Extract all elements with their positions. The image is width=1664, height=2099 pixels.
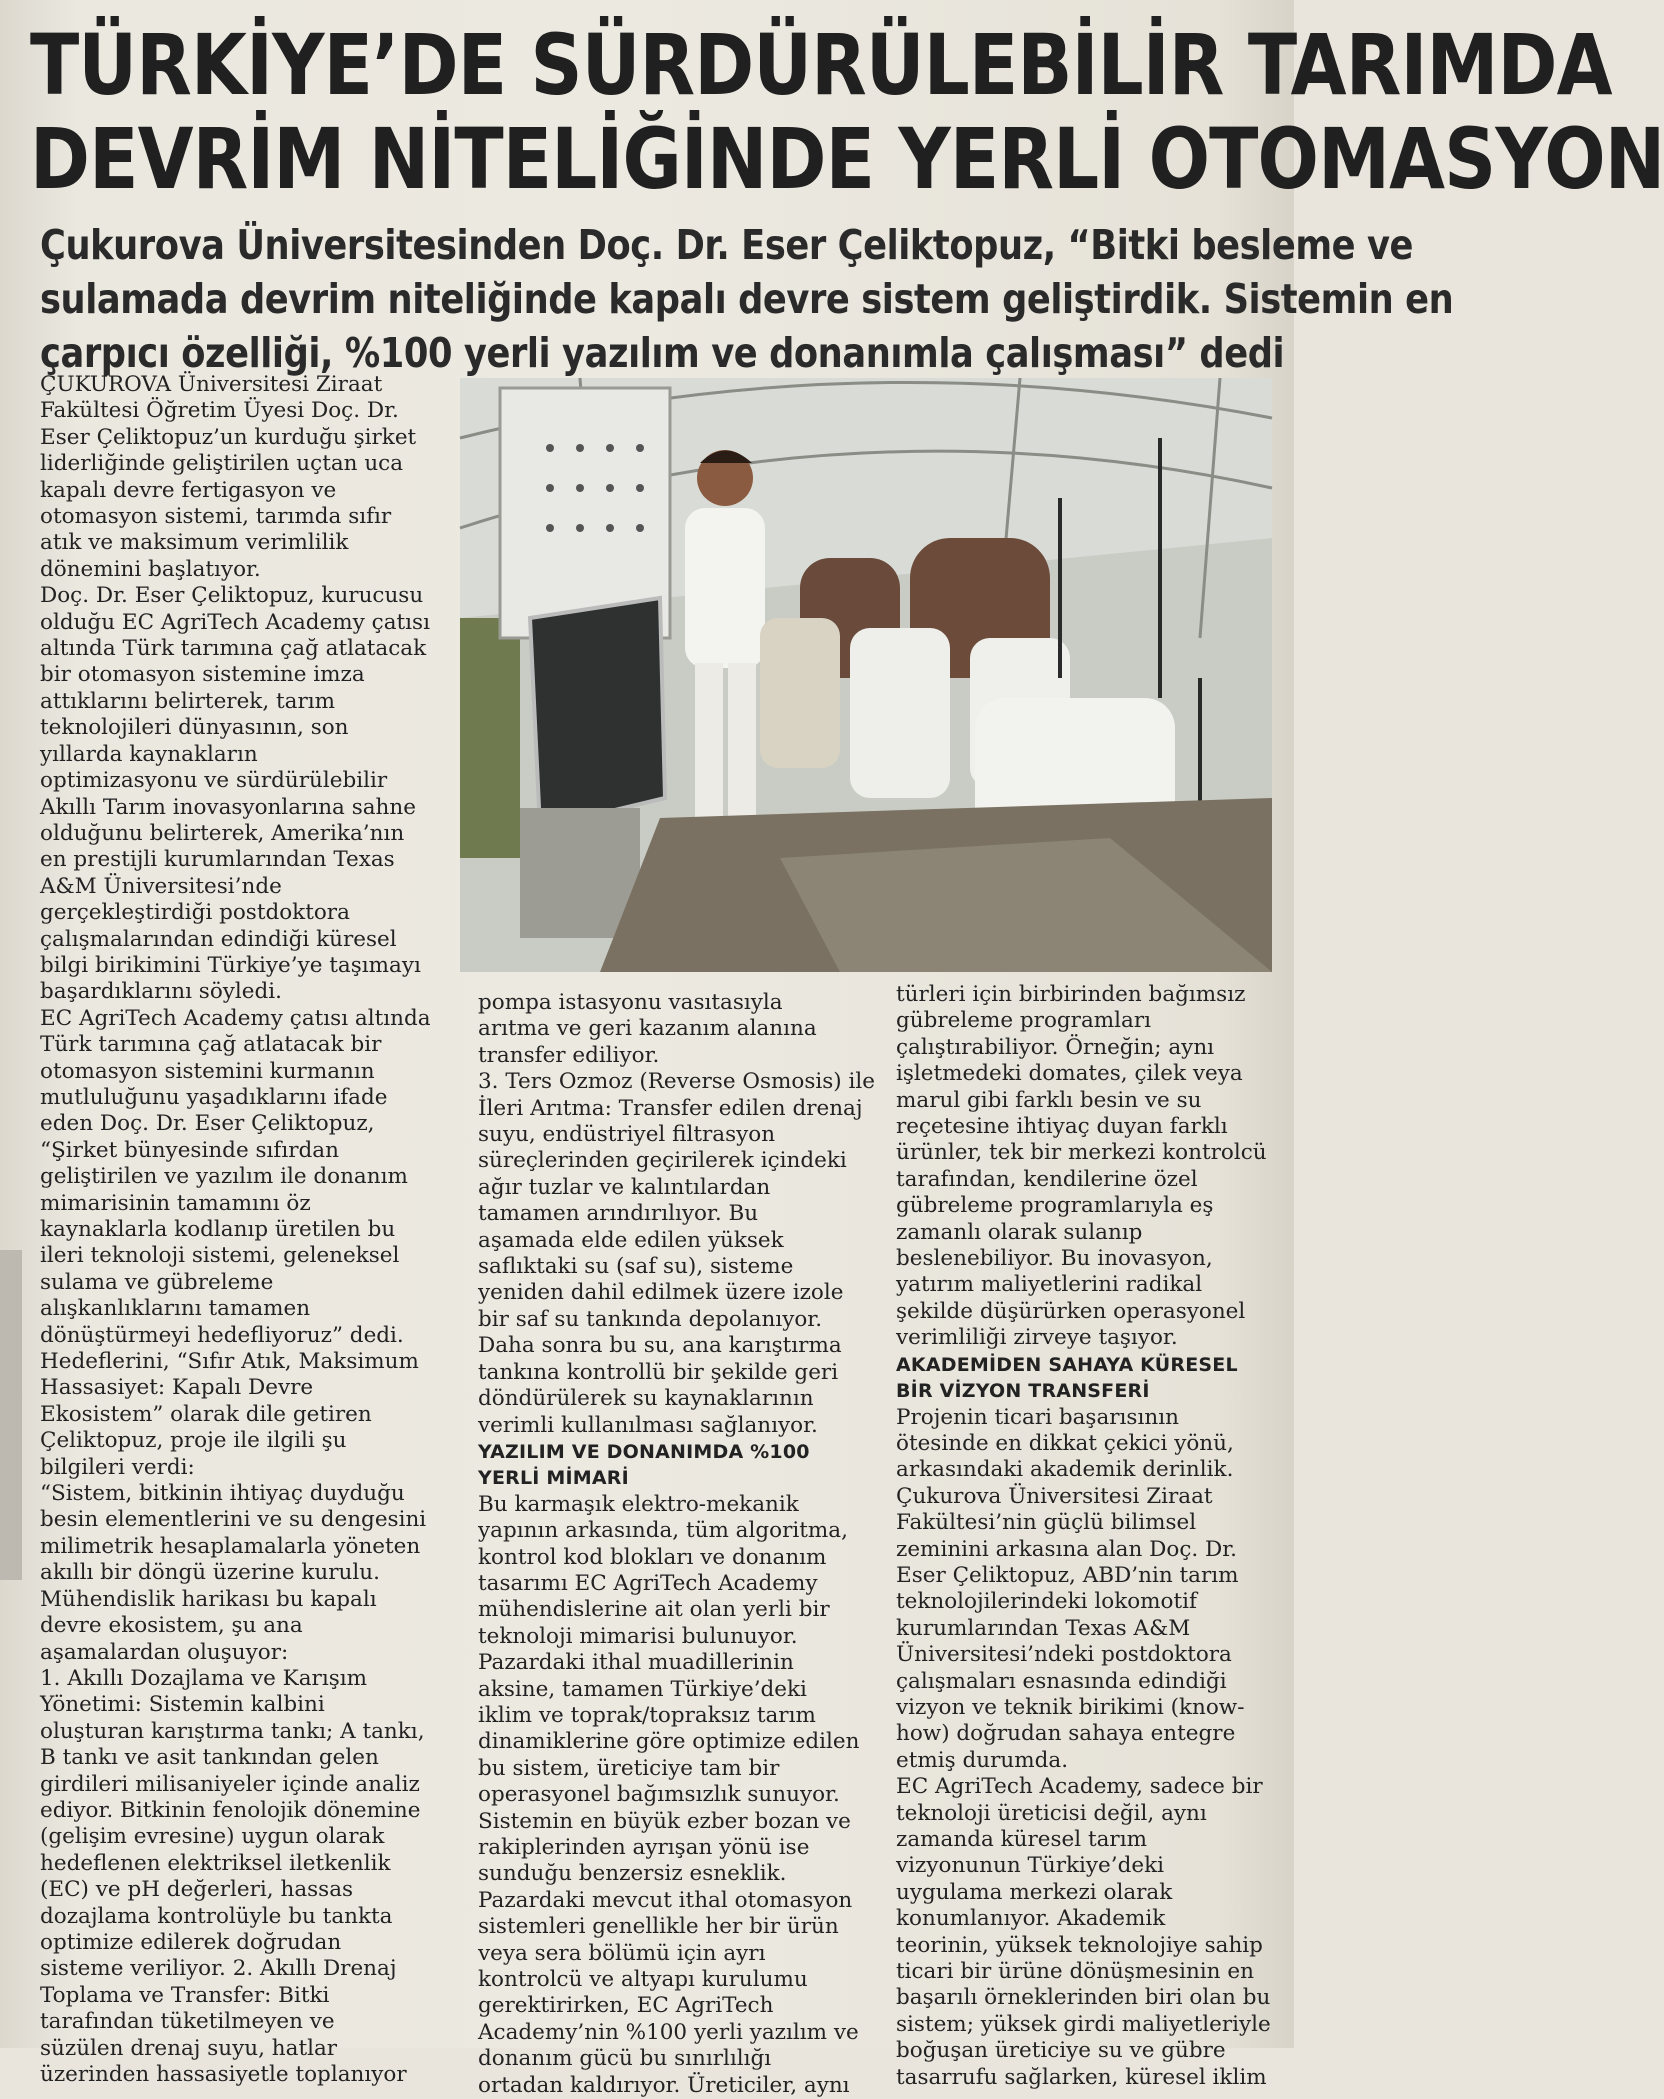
article-line: verimliliği zirveye taşıyor. [896, 1325, 1178, 1351]
article-line: bilgileri verdi: [40, 1454, 195, 1480]
article-line: tarafından, kendilerine özel [896, 1166, 1198, 1192]
article-line: sunduğu benzersiz esneklik. [478, 1861, 787, 1887]
article-line: marul gibi farklı besin ve su [896, 1087, 1202, 1113]
article-line: bir saf su tankında depolanıyor. [478, 1306, 823, 1332]
article-line: Fakültesi Öğretim Üyesi Doç. Dr. [40, 398, 399, 424]
article-line: dinamiklerine göre optimize edilen [478, 1729, 860, 1755]
article-line: Projenin ticari başarısının [896, 1404, 1179, 1430]
article-line: atık ve maksimum verimlilik [40, 530, 349, 556]
article-column-2 [478, 990, 878, 2099]
article-line: ticari bir ürüne dönüşmesinin en [896, 1959, 1254, 1985]
article-line: ürünler, tek bir merkezi kontrolcü [896, 1140, 1267, 1166]
article-line: zamanlı olarak sulanıp [896, 1219, 1143, 1245]
article-line: tasarımı EC AgriTech Academy [478, 1570, 818, 1596]
article-line: Hedeflerini, “Sıfır Atık, Maksimum [40, 1349, 419, 1375]
article-line: “Sistem, bitkinin ihtiyaç duyduğu [40, 1481, 405, 1507]
article-line: sisteme veriliyor. 2. Akıllı Drenaj [40, 1956, 397, 1982]
article-line: 1. Akıllı Dozajlama ve Karışım [40, 1665, 368, 1691]
article-line: sulama ve gübreleme [40, 1269, 274, 1295]
article-line: besin elementlerini ve su dengesini [40, 1507, 427, 1533]
section-heading: YERLİ MİMARİ [478, 1467, 629, 1490]
article-line: ötesinde en dikkat çekici yönü, [896, 1430, 1234, 1456]
article-line: pompa istasyonu vasıtasıyla [478, 990, 783, 1015]
article-line: verimli kullanılması sağlanıyor. [478, 1412, 818, 1438]
article-line: veya sera bölümü için ayrı [478, 1940, 766, 1966]
headline [30, 16, 1664, 208]
article-line: kurumlarından Texas A&M [896, 1615, 1191, 1641]
article-line: aşamalardan oluşuyor: [40, 1639, 289, 1665]
article-line: tarafından tüketilmeyen ve [40, 2009, 335, 2035]
article-line: saflıktaki su (saf su), sisteme [478, 1254, 794, 1280]
article-line: başardıklarını söyledi. [40, 979, 282, 1005]
article-line: bir otomasyon sistemine imza [40, 662, 365, 688]
article-line: aksine, tamamen Türkiye’deki [478, 1676, 807, 1702]
article-line: girdileri milisaniyeler içinde analiz [40, 1771, 420, 1797]
article-line: geliştirilen ve yazılım ile donanım [40, 1164, 408, 1190]
article-line: Bu karmaşık elektro-mekanik [478, 1491, 799, 1517]
article-line: kontrolcü ve altyapı kurulumu [478, 1967, 808, 1993]
subheadline-line-3: çarpıcı özelliği, %100 yerli yazılım ve donanımla çalışması” dedi [40, 329, 1285, 377]
article-line: yeniden dahil edilmek üzere izole [478, 1280, 844, 1306]
article-line: donanım gücü bu sınırlılığı [478, 2046, 772, 2072]
article-line: yıllarda kaynakların [40, 741, 258, 767]
article-line: Hassasiyet: Kapalı Devre [40, 1375, 314, 1401]
article-line: başarılı örneklerinden biri olan bu [896, 1985, 1271, 2011]
article-line: türleri için birbirinden bağımsız [896, 982, 1246, 1007]
article-line: gübreleme programlarıyla eş [896, 1193, 1214, 1219]
article-line: milimetrik hesaplamalarla yöneten [40, 1533, 421, 1559]
article-line: arıtma ve geri kazanım alanına [478, 1016, 817, 1042]
headline-line-2: DEVRİM NİTELİĞİNDE YERLİ OTOMASYON [30, 110, 1664, 208]
article-line: üzerinden hassasiyetle toplanıyor [40, 2062, 407, 2087]
article-line: İleri Arıtma: Transfer edilen drenaj [478, 1095, 863, 1121]
article-line: A&M Üniversitesi’nde [40, 873, 282, 899]
article-line: hedeflenen elektriksel iletkenlik [40, 1850, 391, 1876]
section-heading: YAZILIM VE DONANIMDA %100 [478, 1440, 810, 1463]
article-line: teknoloji mimarisi bulunuyor. [478, 1623, 798, 1649]
article-line: gübreleme programları [896, 1008, 1151, 1034]
article-line: mutluluğunu yaşadıklarını ifade [40, 1084, 388, 1110]
article-line: çalıştırabiliyor. Örneğin; aynı [896, 1034, 1215, 1060]
article-line: vizyon ve teknik birikimi (know- [896, 1694, 1245, 1720]
section-heading: BİR VİZYON TRANSFERİ [896, 1380, 1150, 1403]
article-line: yapının arkasında, tüm algoritma, [478, 1518, 848, 1544]
article-line: etmiş durumda. [896, 1747, 1069, 1773]
article-line: eden Doç. Dr. Eser Çeliktopuz, [40, 1111, 375, 1137]
article-line: Eser Çeliktopuz, ABD’nin tarım [896, 1562, 1239, 1588]
article-line: (gelişim evresine) uygun olarak [40, 1824, 385, 1850]
article-line: how) doğrudan sahaya entegre [896, 1721, 1236, 1747]
article-line: reçetesine ihtiyaç duyan farklı [896, 1114, 1228, 1140]
article-line: suyu, endüstriyel filtrasyon [478, 1122, 776, 1148]
article-line: ileri teknoloji sistemi, geleneksel [40, 1243, 400, 1269]
article-line: çalışmaları esnasında edindiği [896, 1668, 1227, 1694]
article-line: akıllı bir döngü üzerine kurulu. [40, 1560, 380, 1586]
article-line: oluşturan karıştırma tankı; A tankı, [40, 1718, 425, 1744]
page-edge-shadow [0, 1250, 22, 1580]
article-line: teorinin, yüksek teknolojiye sahip [896, 1932, 1263, 1958]
article-line: B tankı ve asit tankından gelen [40, 1745, 379, 1771]
article-line: aşamada elde edilen yüksek [478, 1227, 784, 1253]
article-line: ağır tuzlar ve kalıntılardan [478, 1174, 771, 1200]
subheadline [40, 218, 1454, 380]
article-line: çalışmalarından edindiği küresel [40, 926, 397, 952]
article-line: döndürülerek su kaynaklarının [478, 1386, 814, 1412]
article-line: teknolojileri dünyasının, son [40, 715, 349, 741]
article-line: otomasyon sistemini kurmanın [40, 1058, 375, 1084]
article-line: transfer ediliyor. [478, 1042, 660, 1068]
article-line: süreçlerinden geçirilerek içindeki [478, 1148, 847, 1174]
article-line: Ekosistem” olarak dile getiren [40, 1401, 372, 1427]
article-line: olduğu EC AgriTech Academy çatısı [40, 609, 430, 635]
article-line: uygulama merkezi olarak [896, 1879, 1173, 1905]
article-line: Yönetimi: Sistemin kalbini [40, 1692, 325, 1718]
article-line: vizyonunun Türkiye’deki [896, 1853, 1164, 1879]
article-line: Çeliktopuz, proje ile ilgili şu [40, 1428, 347, 1454]
article-line: zeminini arkasına alan Doç. Dr. [896, 1536, 1238, 1562]
article-line: dönemini başlatıyor. [40, 556, 261, 582]
article-line: 3. Ters Ozmoz (Reverse Osmosis) ile [478, 1069, 876, 1095]
article-line: otomasyon sistemi, tarımda sıfır [40, 504, 392, 530]
article-line: dönüştürmeyi hedefliyoruz” dedi. [40, 1322, 404, 1348]
article-line: beslenebiliyor. Bu inovasyon, [896, 1246, 1213, 1272]
article-line: gerektirirken, EC AgriTech [478, 1993, 774, 2019]
article-line: tankına kontrollü bir şekilde geri [478, 1359, 839, 1385]
article-line: “Şirket bünyesinde sıfırdan [40, 1137, 339, 1163]
section-heading: AKADEMİDEN SAHAYA KÜRESEL [896, 1353, 1238, 1376]
article-line: teknoloji üreticisi değil, aynı [896, 1800, 1207, 1826]
article-line: şekilde düşürürken operasyonel [896, 1298, 1246, 1324]
article-column-1 [40, 372, 460, 2088]
article-line: devre ekosistem, şu ana [40, 1613, 303, 1639]
subheadline-line-2: sulamada devrim niteliğinde kapalı devre sistem geliştirdik. Sistemin en [40, 275, 1454, 323]
article-line: Academy’nin %100 yerli yazılım ve [478, 2019, 859, 2045]
article-line: teknolojilerindeki lokomotif [896, 1589, 1197, 1615]
article-line: mühendislerine ait olan yerli bir [478, 1597, 830, 1623]
article-line: en prestijli kurumlarından Texas [40, 847, 395, 873]
article-line: konumlanıyor. Akademik [896, 1906, 1166, 1932]
article-line: Çukurova Üniversitesi Ziraat [896, 1483, 1213, 1509]
greenhouse-photo [460, 378, 1272, 972]
article-column-3 [896, 982, 1286, 2091]
article-line: gerçekleştirdiği postdoktora [40, 900, 350, 926]
article-line: iklim ve toprak/topraksız tarım [478, 1702, 816, 1728]
article-line: bilgi birikimini Türkiye’ye taşımayı [40, 952, 421, 978]
article-line: Sistemin en büyük ezber bozan ve [478, 1808, 851, 1834]
article-line: kontrol kod blokları ve donanım [478, 1544, 827, 1570]
article-line: olduğunu belirterek, Amerika’nın [40, 820, 405, 846]
article-line: Daha sonra bu su, ana karıştırma [478, 1333, 842, 1359]
article-line: Pazardaki ithal muadillerinin [478, 1650, 794, 1676]
article-line: Eser Çeliktopuz’un kurduğu şirket [40, 424, 417, 450]
article-line: Akıllı Tarım inovasyonlarına sahne [40, 794, 416, 820]
article-line: Üniversitesi’ndeki postdoktora [896, 1642, 1232, 1668]
article-line: sistemleri genellikle her bir ürün [478, 1914, 839, 1940]
article-line: Toplama ve Transfer: Bitki [40, 1982, 330, 2008]
article-line: liderliğinde geliştirilen uçtan uca [40, 451, 404, 477]
article-line: dozajlama kontrolüyle bu tankta [40, 1903, 393, 1929]
article-line: EC AgriTech Academy çatısı altında [40, 1005, 431, 1031]
article-line: rakiplerinden ayrışan yönü ise [478, 1835, 810, 1860]
article-line: alışkanlıklarını tamamen [40, 1296, 311, 1322]
headline-line-1: TÜRKİYE’DE SÜRDÜRÜLEBİLİR TARIMDA [30, 16, 1612, 114]
article-line: operasyonel bağımsızlık sunuyor. [478, 1782, 840, 1808]
article-line: Mühendislik harikası bu kapalı [40, 1586, 377, 1612]
article-line: süzülen drenaj suyu, hatlar [40, 2035, 338, 2061]
subheadline-line-1: Çukurova Üniversitesinden Doç. Dr. Eser Çeliktopuz, “Bitki besleme ve [40, 221, 1414, 269]
article-line: Pazardaki mevcut ithal otomasyon [478, 1887, 853, 1913]
article-line: ediyor. Bitkinin fenolojik dönemine [40, 1797, 421, 1823]
article-line: ÇUKUROVA Üniversitesi Ziraat [40, 372, 383, 397]
article-line: bu sistem, üreticiye tam bir [478, 1755, 780, 1781]
article-line: EC AgriTech Academy, sadece bir [896, 1774, 1263, 1800]
article-line: kaynaklarla kodlanıp üretilen bu [40, 1217, 396, 1242]
article-line: mimarisinin tamamını öz [40, 1190, 311, 1216]
article-line: ortadan kaldırıyor. Üreticiler, aynı [478, 2072, 850, 2098]
article-line: kapalı devre fertigasyon ve [40, 477, 337, 503]
article-line: Türk tarımına çağ atlatacak bir [40, 1032, 382, 1058]
article-line: attıklarını belirterek, tarım [40, 688, 335, 714]
article-line: Fakültesi’nin güçlü bilimsel [896, 1510, 1197, 1536]
article-line: zamanda küresel tarım [896, 1827, 1147, 1852]
article-line: işletmedeki domates, çilek veya [896, 1061, 1243, 1087]
article-line: optimizasyonu ve sürdürülebilir [40, 768, 388, 794]
article-line: altında Türk tarımına çağ atlatacak [40, 636, 427, 662]
article-line: (EC) ve pH değerleri, hassas [40, 1877, 354, 1903]
article-line: tasarrufu sağlarken, küresel iklim [896, 2064, 1267, 2090]
article-line: arkasındaki akademik derinlik. [896, 1457, 1234, 1483]
article-line: tamamen arındırılıyor. Bu [478, 1201, 759, 1227]
article-line: boğuşan üreticiye su ve gübre [896, 2038, 1226, 2064]
article-line: sistem; yüksek girdi maliyetleriyle [896, 2011, 1271, 2037]
article-line: Doç. Dr. Eser Çeliktopuz, kurucusu [40, 583, 424, 609]
article-line: yatırım maliyetlerini radikal [896, 1272, 1203, 1298]
article-line: optimize edilerek doğrudan [40, 1929, 342, 1955]
